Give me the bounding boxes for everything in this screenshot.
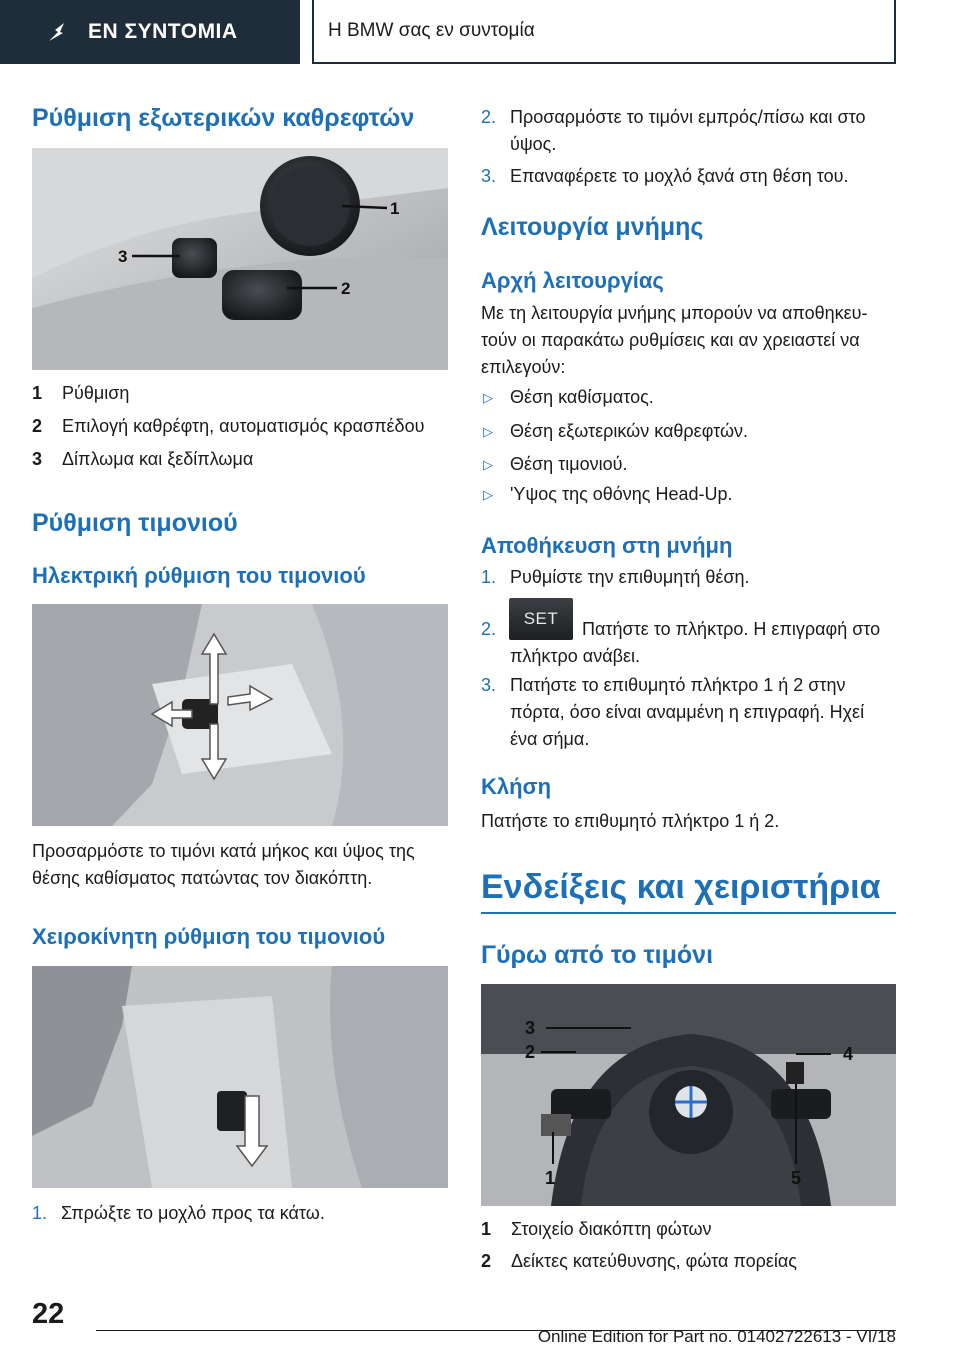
around-callout-4: 4 bbox=[843, 1044, 854, 1064]
mirror-callout-2: 2 bbox=[341, 279, 351, 298]
footer-edition: Online Edition for Part no. 01402722613 - VI/18 bbox=[537, 1327, 896, 1346]
mirror-controls-image bbox=[32, 148, 448, 370]
list-item: Θέση τιμονιού. bbox=[510, 454, 628, 474]
mirror-callout-3: 3 bbox=[118, 247, 128, 266]
principle-heading: Αρχή λειτουργίας bbox=[481, 268, 664, 293]
around-callout-5: 5 bbox=[791, 1168, 802, 1188]
wheel-heading: Ρύθμιση τιμονιού bbox=[32, 509, 238, 537]
mirrors-heading: Ρύθμιση εξωτερικών καθρεφτών bbox=[32, 104, 415, 132]
electric-heading: Ηλεκτρική ρύθμιση του τιμονιού bbox=[32, 563, 366, 588]
bullet-icon: ▷ bbox=[483, 457, 493, 472]
bullet-icon: ▷ bbox=[483, 487, 493, 502]
electric-text: Προσαρμόστε το τιμόνι κατά μήκος και ύψος της θέσης καθίσματος πατώντας τον διακόπτη. bbox=[32, 841, 415, 888]
around-callout-3: 3 bbox=[525, 1018, 536, 1038]
memory-heading: Λειτουργία μνήμης bbox=[481, 213, 704, 241]
list-item: Θέση εξωτερικών καθρεφτών. bbox=[510, 421, 749, 441]
around-callout-1: 1 bbox=[545, 1168, 556, 1188]
electric-adjust-image bbox=[32, 604, 448, 826]
set-button: SET bbox=[509, 598, 573, 640]
header-section-title: Η BMW σας εν συντομία bbox=[312, 0, 896, 64]
header-tab-label: ΕΝ ΣΥΝΤΟΜΙΑ bbox=[88, 20, 238, 43]
bullet-icon: ▷ bbox=[483, 424, 493, 439]
list-item: Θέση καθίσματος. bbox=[510, 387, 654, 407]
around-heading: Γύρω από το τιμόνι bbox=[481, 941, 714, 969]
manual-adjust-image bbox=[32, 966, 448, 1188]
list-item: 'Υψος της οθόνης Head-Up. bbox=[510, 484, 733, 504]
manual-heading: Χειροκίνητη ρύθμιση του τιμονιού bbox=[32, 924, 386, 949]
store-heading: Αποθήκευση στη μνήμη bbox=[481, 533, 733, 558]
mirror-callout-1: 1 bbox=[390, 199, 400, 218]
header-tab bbox=[0, 0, 300, 64]
bullet-icon: ▷ bbox=[483, 390, 493, 405]
controls-heading: Ενδείξεις και χειριστήρια bbox=[481, 868, 881, 906]
section-rule bbox=[481, 912, 896, 914]
quick-reference-icon bbox=[46, 21, 68, 43]
principle-text: Με τη λειτουργία μνήμης μπορούν να αποθηκευτούν οι παρακάτω ρυθμίσεις και αν χρειαστεί να επιλεγούν: bbox=[481, 303, 868, 377]
page-number: 22 bbox=[32, 1298, 65, 1330]
around-callout-2: 2 bbox=[525, 1042, 536, 1062]
steering-wheel-image bbox=[481, 984, 896, 1206]
recall-text: Πατήστε το επιθυμητό πλήκτρο 1 ή 2. bbox=[481, 811, 780, 831]
recall-heading: Κλήση bbox=[481, 774, 552, 799]
